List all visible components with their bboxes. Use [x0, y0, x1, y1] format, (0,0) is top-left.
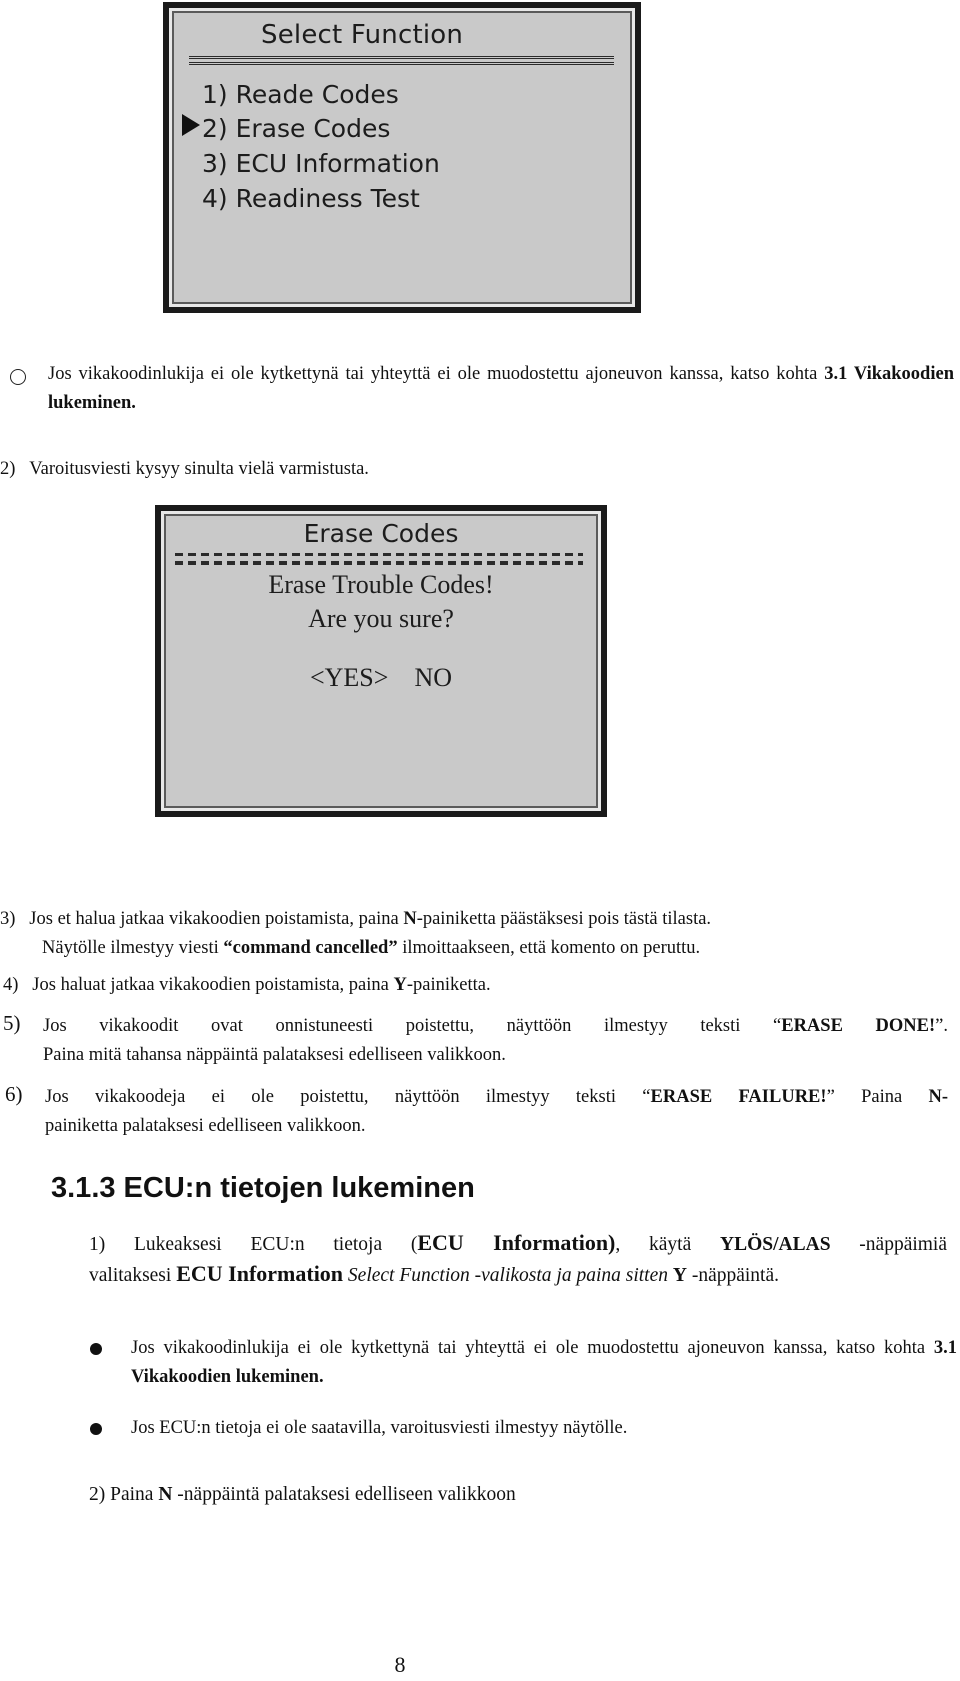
page-number: 8 [394, 1652, 406, 1677]
screen-separator [175, 553, 583, 565]
ecu-step-2: 2) Paina N -näppäintä palataksesi edelliseen valikkoon [89, 1484, 516, 1505]
step-5-number: 5) [3, 1011, 21, 1035]
selection-arrow-icon [182, 114, 200, 136]
step-3: 3) Jos et halua jatkaa vikakoodien poistamista, paina N-painiketta päästäksesi pois tästä tilasta. [0, 909, 712, 929]
confirm-options [161, 663, 601, 693]
step-6-number: 6) [5, 1082, 23, 1106]
step-2: 2) Varoitusviesti kysyy sinulta vielä varmistusta. [0, 459, 369, 479]
bullet-not-connected: Jos vikakoodinlukija ei ole kytkettynä tai yhteyttä ei ole muodostettu ajoneuvon kanssa, katso kohta 3.1 Vikakoodien lukeminen. [131, 1338, 957, 1387]
bullet-no-ecu-info: Jos ECU:n tietoja ei ole saatavilla, varoitusviesti ilmestyy näytölle. [131, 1418, 628, 1438]
circle-bullet-icon [10, 369, 26, 385]
menu-item-read-codes[interactable]: 1) Reade Codes [202, 80, 399, 109]
step-6-line1: Jos vikakoodeja ei ole poistettu, näyttöön ilmestyy teksti “ERASE FAILURE!” Paina N- [45, 1087, 949, 1107]
section-heading: 3.1.3 ECU:n tietojen lukeminen [51, 1172, 475, 1204]
step-6-line2: painiketta palataksesi edelliseen valikkoon. [45, 1116, 366, 1136]
ecu-step-1-line1: 1) Lukeaksesi ECU:n tietoja (ECU Information), käytä YLÖS/ALAS -näppäimiä [89, 1230, 948, 1255]
note-not-connected: Jos vikakoodinlukija ei ole kytkettynä tai yhteyttä ei ole muodostettu ajoneuvon kanssa, katso kohta 3.1 Vikakoodien lukeminen. [48, 364, 954, 413]
step-5-line1: Jos vikakoodit ovat onnistuneesti poistettu, näyttöön ilmestyy teksti “ERASE DONE!”. [43, 1016, 948, 1036]
yes-option[interactable]: <YES> [309, 663, 389, 692]
are-you-sure-text: Are you sure? [308, 604, 454, 633]
menu-item-ecu-information[interactable]: 3) ECU Information [202, 149, 440, 178]
screen-title: Erase Codes [303, 519, 459, 548]
ecu-step-1-line2: valitaksesi ECU Information Select Function -valikosta ja paina sitten Y -näppäintä. [89, 1261, 779, 1286]
erase-trouble-codes-text: Erase Trouble Codes! [268, 570, 494, 599]
menu-item-readiness-test[interactable]: 4) Readiness Test [202, 184, 420, 213]
bullet-dot-icon [90, 1343, 102, 1355]
step-5-line2: Paina mitä tahansa näppäintä palataksesi edelliseen valikkoon. [43, 1045, 506, 1065]
bullet-dot-icon [90, 1423, 102, 1435]
menu-item-erase-codes[interactable]: 2) Erase Codes [202, 114, 391, 143]
select-function-screen [163, 2, 641, 313]
step-4: 4) Jos haluat jatkaa vikakoodien poistamista, paina Y-painiketta. [3, 975, 491, 995]
erase-codes-screen [155, 505, 607, 817]
screen-title: Select Function [261, 20, 464, 50]
no-option[interactable]: NO [414, 663, 452, 692]
step-3-continued: Näytölle ilmestyy viesti “command cancelled” ilmoittaakseen, että komento on peruttu. [42, 938, 701, 958]
screen-separator [189, 56, 614, 65]
